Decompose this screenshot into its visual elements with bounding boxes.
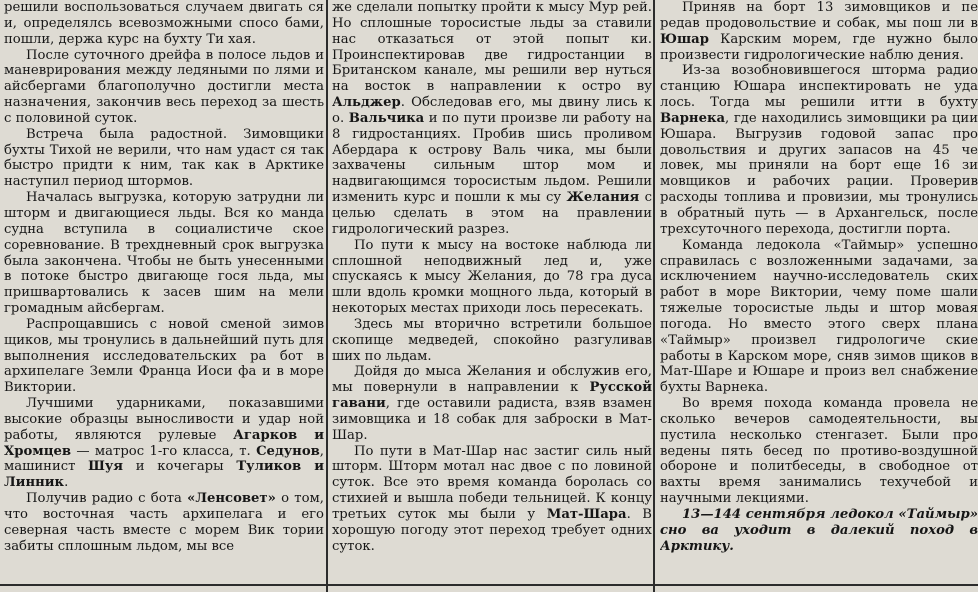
column-divider	[326, 0, 328, 592]
name-highlight: Шуя	[88, 459, 124, 475]
paragraph: Во время похода команда провела не сколько вечеров самодеятельности, вы пустила несколько стенгазет. Были про ведены пять бесед по противо-воздушной обороне и политбеседы, в свободное от вахты время занимались техучебой и научными лекциями.	[660, 396, 978, 507]
paragraph: Команда ледокола «Таймыр» успешно справилась с возложенными задачами, за исключением научно-исследователь ских работ в море Виктории, чему поме шали тяжелые торосистые льды и штор мовая погода. Но вместо этого сверх плана «Таймыр» произвел гидрологиче ские работы в Карском море, сняв зимов щиков в Мат-Шаре и Юшаре и произ вел снабжение бухты Варнека.	[660, 237, 978, 396]
name-highlight: Агарков и Хромцев	[4, 427, 324, 459]
place-name: Юшар	[660, 31, 709, 47]
paragraph: Из-за возобновившегося шторма радио станцию Юшара инспектировать не уда лось. Тогда мы решили итти в бухту Варнека, где находились зимовщики ра ции Юшара. Выгрузив годовой запас про довольствия и других запасов на 45 че ловек, мы приняли на борт еще 16 зи мовщиков и рабочих рации. Проверив расходы топлива и провизии, мы тронулись в обратный путь — в Архангельск, после трехсуточного перехода, достигли порта.	[660, 63, 978, 237]
ship-name: «Ленсовет»	[187, 491, 276, 507]
column-3	[660, 0, 978, 592]
place-name: Желания	[566, 190, 640, 206]
paragraph: Распрощавшись с новой сменой зимов щиков, мы тронулись в дальнейший путь для выполнения исследовательских ра бот в архипелаге Земли Франца Иоси фа и в море Виктории.	[4, 316, 324, 396]
name-highlight: Седунов	[256, 443, 320, 459]
place-name: Варнека	[660, 110, 726, 126]
paragraph: По пути к мысу на востоке наблюда ли сплошной неподвижный лед и, уже спускаясь к мысу Желания, до 78 гра дуса шли вдоль кромки мощного льда, который в некоторых местах приходи лось пересекать.	[332, 237, 652, 317]
column-divider	[653, 0, 655, 592]
paragraph: Дойдя до мыса Желания и обслужив его, мы повернули в направлении к Русской гавани, где оставили радиста, взяв взамен зимовщика и 18 собак для заброски в Мат-Шар.	[332, 364, 652, 443]
paragraph: Здесь мы вторично встретили большое скопище медведей, спокойно разгуливав ших по льдам.	[332, 316, 652, 364]
name-highlight: Туликов и Линник	[4, 459, 324, 491]
paragraph: же сделали попытку пройти к мысу Мур рей. Но сплошные торосистые льды за ставили нас отказаться от этой попыт ки. Проинспектировав две гидростанции в Британском канале, мы решили вер нуться на восток в направлении к остро ву Альджер. Обследовав его, мы двину лись к о. Вальчика и по пути произве ли работу на 8 гидростанциях. Пробив шись проливом Абердара к острову Валь чика, мы были захвачены сильным штор мом и надвигающимся торосистым льдом. Решили изменить курс и пошли к мы су Желания с целью сделать в этом на правлении гидрологический разрез.	[332, 0, 652, 237]
paragraph: Получив радио с бота «Ленсовет» о том, что восточная часть архипелага и его северная часть вместе с морем Вик тории забиты сплошным льдом, мы все	[4, 491, 324, 554]
paragraph: Встреча была радостной. Зимовщики бухты Тихой не верили, что нам удаст ся так быстро придти к ним, так как в Арктике наступил период штормов.	[4, 126, 324, 190]
place-name: Мат-Шара	[546, 507, 627, 522]
paragraph: Приняв на борт 13 зимовщиков и пе редав продовольствие и собак, мы пош ли в Юшар Карским морем, где нужно было произвести гидрологические наблю дения.	[660, 0, 978, 63]
paragraph: По пути в Мат-Шар нас застиг силь ный шторм. Шторм мотал нас двое с по ловиной суток. Все это время команда боролась со стихией и вышла победи тельницей. К концу третьих суток мы были у Мат-Шара. В хорошую погоду этот переход требует одних суток.	[332, 443, 652, 554]
paragraph: Началась выгрузка, которую затрудни ли шторм и двигающиеся льды. Вся ко манда судна вступила в социалистиче ское соревнование. В трехдневный срок выгрузка была закончена. Чтобы не быть унесенными в потоке быстро двигающе гося льда, мы пришвартовались к засев шим на мели громадным айсбергам.	[4, 190, 324, 317]
place-name: Альджер	[332, 95, 401, 111]
closing-line: 13—144 сентября ледокол «Таймыр» сно ва уходит в далекий поход в Арктику.	[660, 507, 978, 554]
paragraph: После суточного дрейфа в полосе льдов и маневрирования между ледяными по лями и айсбергами благополучно достигли места назначения, закончив весь переход за шесть с половиной суток.	[4, 47, 324, 126]
column-2	[332, 0, 652, 592]
place-name: Русской гавани	[332, 380, 652, 412]
paragraph: Лучшими ударниками, показавшими высокие образцы выносливости и удар ной работы, являются рулевые Агарков и Хромцев — матрос 1-го класса, т. Седунов, машинист Шуя и кочегары Туликов и Линник.	[4, 396, 324, 491]
place-name: Вальчика	[348, 110, 425, 126]
column-1	[4, 0, 324, 592]
bottom-border	[0, 584, 978, 586]
paragraph: решили воспользоваться случаем двигать ся и, определялсь всевозможными спосо бами, пошли, держа курс на бухту Ти хая.	[4, 0, 324, 47]
